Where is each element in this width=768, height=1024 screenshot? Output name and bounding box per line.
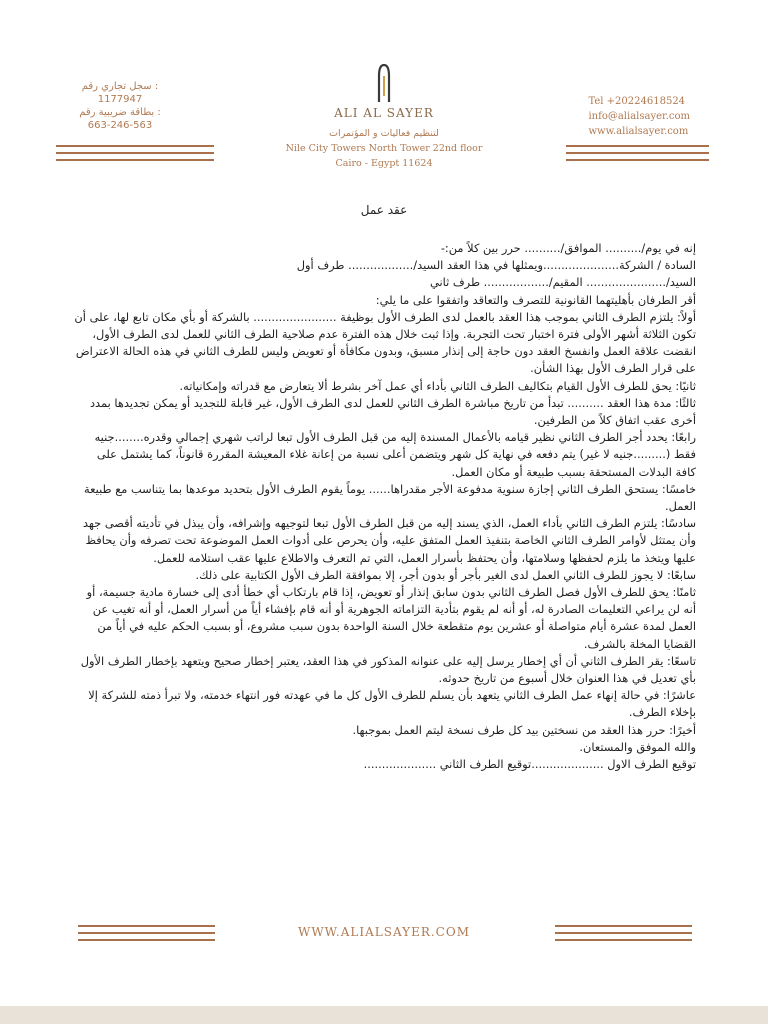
tax-card-label: بطاقة ضريبية رقم : — [79, 107, 161, 118]
email-link[interactable]: info@alialsayer.com — [588, 111, 690, 122]
header-right-divider — [566, 145, 709, 166]
paragraph: أولاً: يلتزم الطرف الثاني بموجب هذا العقد بالعمل لدى الطرف الأول بوظيفة ....................... بالشركة أو بأي مكان تابع لها، على أن تكون الثلاثة أشهر الأولى فترة اختبار تحت التجربة. وإذا ثبت خلال هذه الفترة عدم صلاحية الطرف الثاني للعمل لدى الطرف الأول، انقضت علاقة العمل وانفسخ العقد دون حاجة إلى إنذار مسبق، وبدون مكافأة أو تعويض وليس للطرف الثاني في هذه الحالة الاعتراض على قرار الطرف الأول بهذا الشأن. — [74, 309, 696, 376]
footer-website-link[interactable]: WWW.ALIALSAYER.COM — [298, 925, 470, 939]
paragraph: أخيرًا: حرر هذا العقد من نسختين بيد كل طرف نسخة ليتم العمل بموجبها. — [352, 722, 696, 737]
paragraph: السيد/...................... المقيم/.................. طرف ثاني — [429, 275, 696, 290]
header-left-divider — [56, 145, 214, 166]
tax-card-number: 663-246-563 — [87, 120, 153, 131]
document-title: عقد عمل — [360, 203, 408, 217]
paragraph: أقر الطرفان بأهليتهما القانونية للتصرف والتعاقد واتفقوا على ما يلي: — [375, 292, 696, 307]
signature-line: توقيع الطرف الاول ....................توقيع الطرف الثاني .................... — [363, 757, 696, 772]
paragraph: السادة / الشركة.....................ويمثلها في هذا العقد السيد/.................. طرف أول — [296, 258, 696, 273]
paragraph: إنه في يوم/.......... الموافق/.......... حرر بين كلاً من:- — [440, 241, 696, 255]
paragraph: ثانيًا: يحق للطرف الأول القيام بتكاليف الطرف الثاني بأداء أي عمل آخر بشرط ألا يتعارض مع قدراته وإمكانياته. — [179, 378, 696, 393]
footer-strip — [0, 1006, 768, 1024]
paragraph: تاسعًا: يقر الطرف الثاني أن أي إخطار يرسل إليه على عنوانه المذكور في هذا العقد، يعتبر إخطار صحيح ويتعهد بإخطار الطرف الأول بأي تعديل في هذا العنوان خلال أسبوع من تاريخ حدوثه. — [80, 653, 696, 686]
commercial-register-number: 1177947 — [97, 94, 143, 105]
paragraph: خامسًا: يستحق الطرف الثاني إجازة سنوية مدفوعة الأجر مقدراها...... يوماً يقوم الطرف الأول بتحديد موعدها بما يتناسب مع طبيعة العمل. — [84, 481, 696, 514]
address-line-2: Cairo - Egypt 11624 — [335, 158, 433, 169]
paragraph: عاشرًا: في حالة إنهاء عمل الطرف الثاني يتعهد بأن يسلم للطرف الأول كل ما في عهدته فور انتهاء خدمته، ولا تبرأ ذمته للشركة إلا بإخلاء الطرف. — [88, 688, 696, 720]
phone-number: Tel +20224618524 — [588, 96, 686, 107]
website-link[interactable]: www.alialsayer.com — [588, 126, 689, 137]
paragraph: رابعًا: يحدد أجر الطرف الثاني نظير قيامه بالأعمال المسندة إليه من قبل الطرف الأول تبعا لراتب شهري إجمالي وقدره........جنيه فقط (.........جنيه لا غير) يتم دفعه في نهاية كل شهر ويتضمن أعلى نسبة من إعانة غلاء المعيشة المقررة قانوناً، كما يشتمل على كافة البدلات المستحقة بسبب طبيعة أو مكان العمل. — [94, 430, 696, 479]
commercial-register-label: سجل تجاري رقم : — [81, 81, 159, 92]
paragraph: ثامنًا: يحق للطرف الأول فصل الطرف الثاني بدون سابق إنذار أو تعويض، إذا قام بارتكاب أي خطأ أدى إلى خسارة مادية جسيمة، أو أنه لن يراعي التعليمات الصادرة له، أو أنه لم يقوم بتأدية التزاماته الجوهرية أو أنه قام بإفشاء أياً من أسرار العمل، أو أنه تغيب عن العمل لمدة عشرة أيام متواصلة أو عشرين يوم متقطعة خلال السنة الواحدة بدون سبب مشروع، أو بسبب الحكم عليه في أياً من القضايا المخلة بالشرف. — [86, 585, 696, 651]
brand-name: ALI AL SAYER — [334, 106, 434, 120]
logo-mark-icon — [369, 62, 399, 104]
paragraph: سابعًا: لا يجوز للطرف الثاني العمل لدى الغير بأجر أو بدون أجر، إلا بموافقة الطرف الأول الكتابية على ذلك. — [195, 567, 696, 582]
address-line-1: Nile City Towers North Tower 22nd floor — [285, 143, 483, 154]
paragraph: ثالثًا: مدة هذا العقد .......... تبدأ من تاريخ مباشرة الطرف الثاني للعمل لدى الطرف الأول، غير قابلة للتجديد أو يمكن تجديدها بمدد أخرى عقب اتفاق كلاً من الطرفين. — [89, 395, 696, 428]
brand-tagline: لتنظيم فعاليات و المؤتمرات — [329, 128, 439, 139]
paragraph: سادسًا: يلتزم الطرف الثاني بأداء العمل، الذي يسند إليه من قبل الطرف الأول تبعا لتوجيهه وإشرافه، وأن يبذل في تأديته أقصى جهد وأن يمتثل لأوامر الطرف الثاني الخاصة بتنفيذ العمل المتفق عليه، وأن يحرص على أدوات العمل الموضوعة تحت تصرفه وأن يحافظ عليها ويتخذ ما يلزم لحفظها وسلامتها، وأن يحتفظ بأسرار العمل، التي تم التعرف والاطلاع عليها عقب استلامه للعمل. — [82, 516, 696, 565]
paragraph: والله الموفق والمستعان. — [579, 739, 696, 754]
contract-body — [73, 240, 696, 773]
